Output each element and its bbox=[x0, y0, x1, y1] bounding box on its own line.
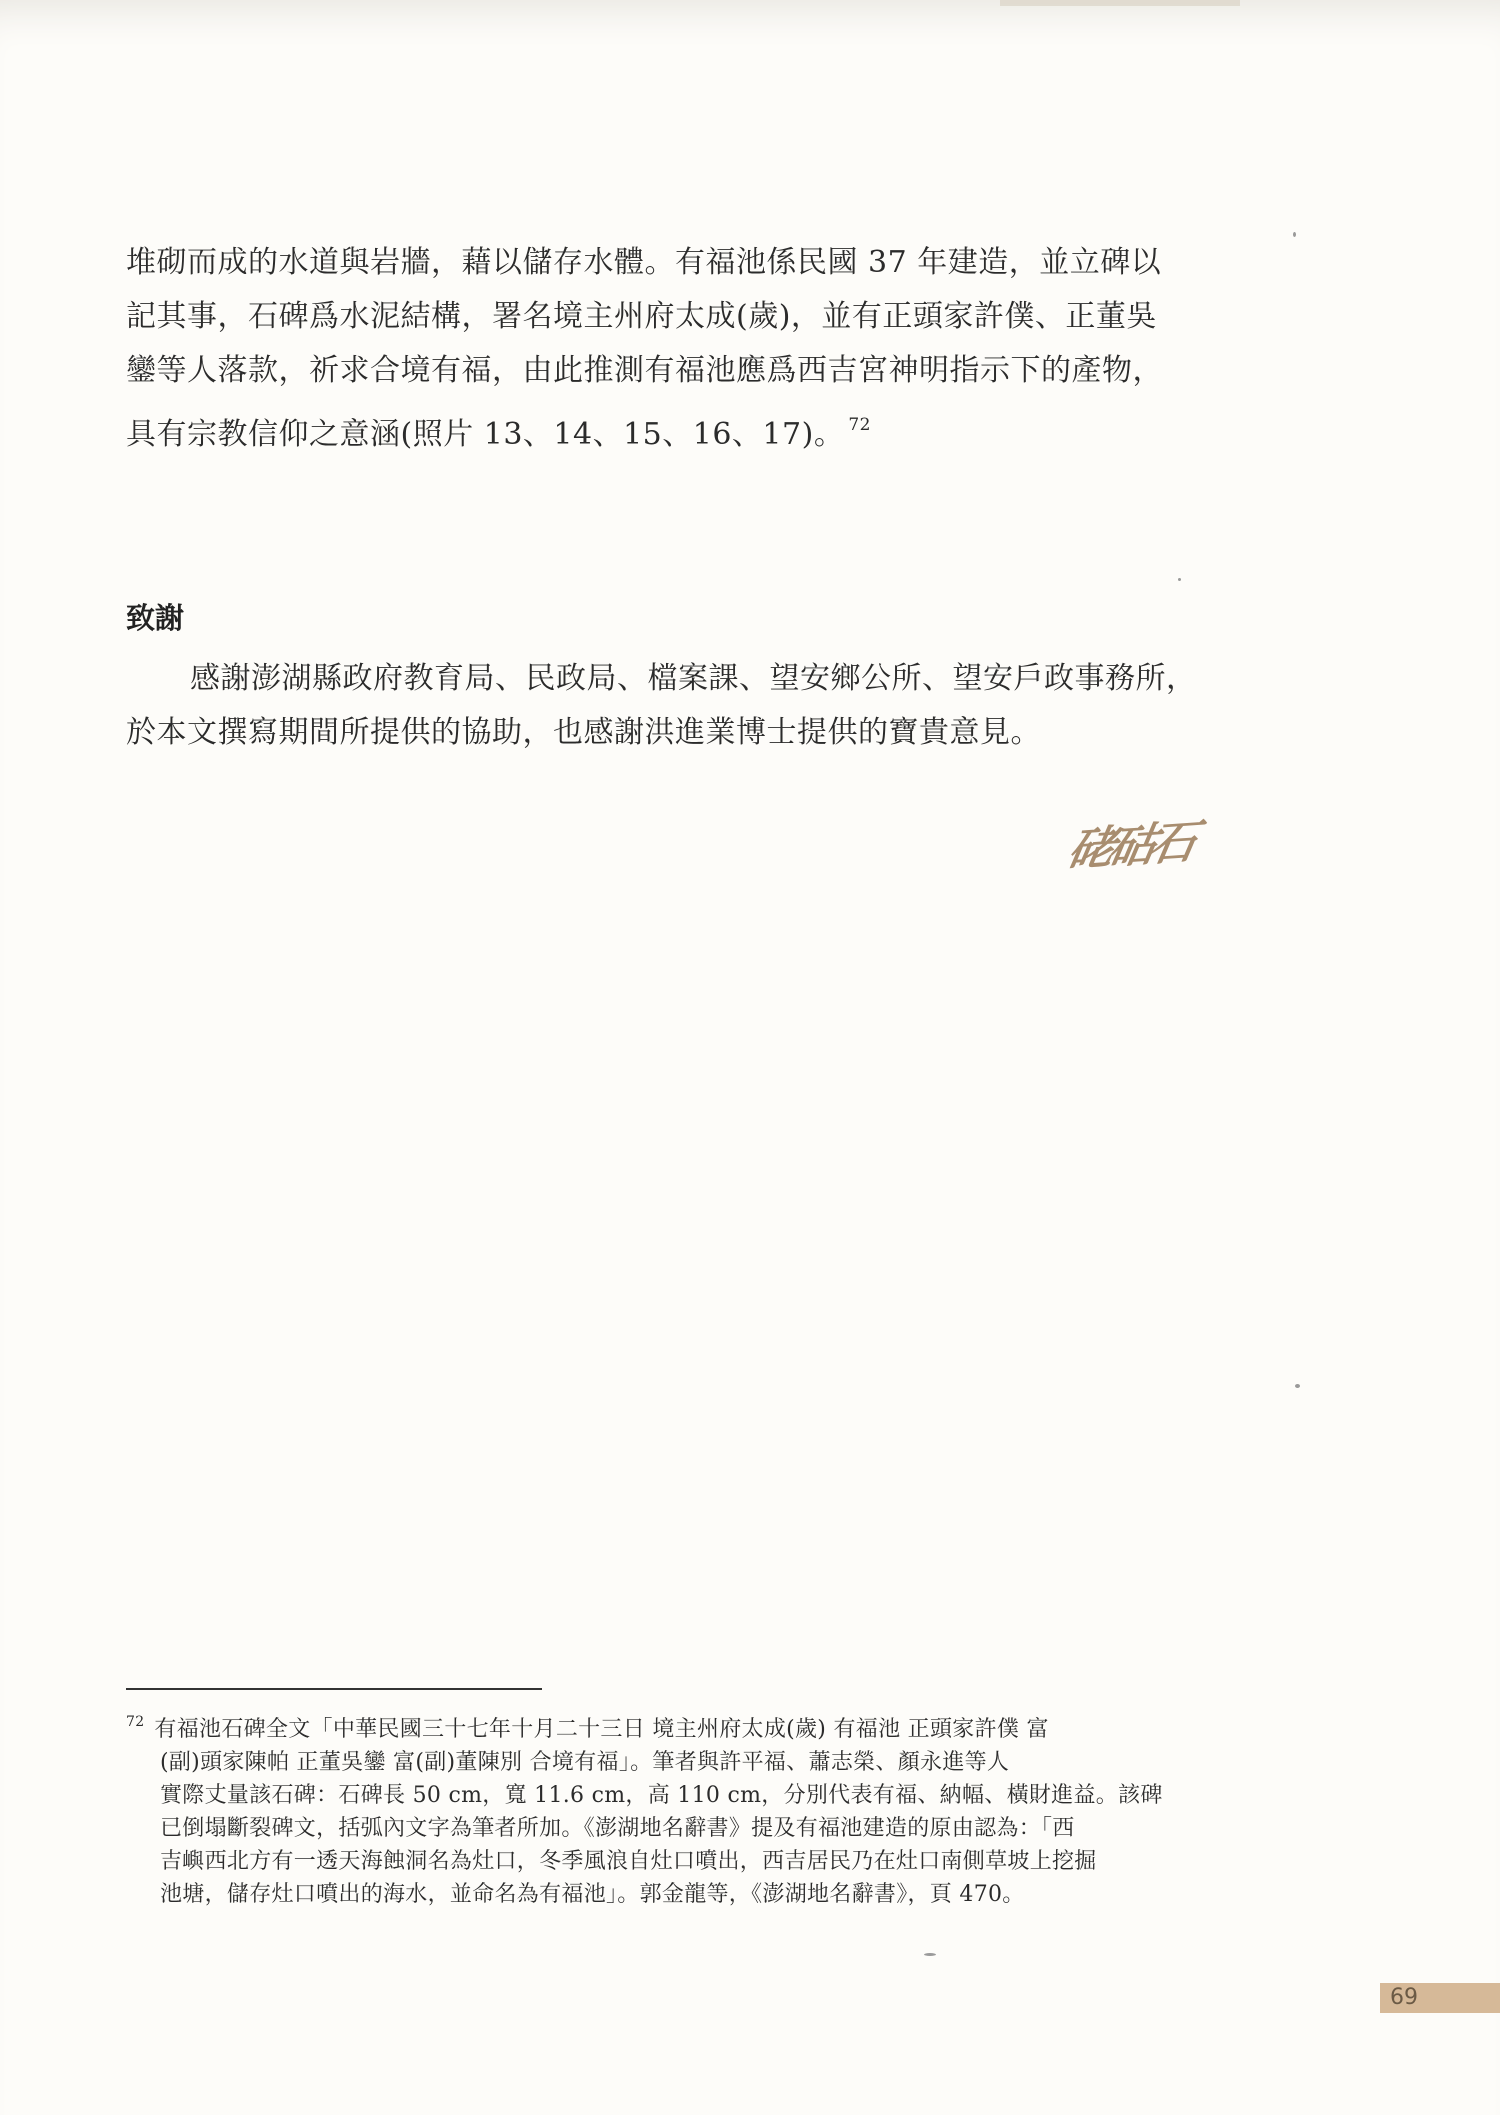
body-line bbox=[126, 398, 1246, 462]
footnote-line: 已倒塌斷裂碑文，括弧內文字為筆者所加。《澎湖地名辭書》提及有福池建造的原由認為：「西 bbox=[160, 1816, 1075, 1841]
acknowledgement-heading: 致謝 bbox=[126, 601, 185, 635]
acknowledgement-paragraph bbox=[126, 652, 1246, 760]
page-number-tab bbox=[1380, 1983, 1500, 2013]
footnote-line: 吉嶼西北方有一透天海蝕洞名為灶口，冬季風浪自灶口噴出，西吉居民乃在灶口南側草坡上挖掘 bbox=[160, 1849, 1097, 1874]
footnote-line: 實際丈量該石碑：石碑長 50 cm，寬 11.6 cm，高 110 cm，分別代表有福、納幅、橫財進益。該碑 bbox=[160, 1783, 1163, 1808]
footnote-line bbox=[126, 1706, 1246, 1746]
scan-edge-mark bbox=[1000, 0, 1240, 6]
body-paragraph bbox=[126, 236, 1246, 462]
acknowledgement-line: 感謝澎湖縣政府教育局、民政局、檔案課、望安鄉公所、望安戶政事務所， bbox=[190, 661, 1197, 696]
body-line: 記其事，石碑爲水泥結構，署名境主州府太成(歲)，並有正頭家許僕、正董吳 bbox=[126, 299, 1157, 334]
footnote-reference[interactable]: 72 bbox=[848, 415, 871, 435]
footnote-line: (副)頭家陳帕 正董吳鑾 富(副)董陳別 合境有福」。筆者與許平福、蕭志榮、顏永進等人 bbox=[160, 1750, 1010, 1775]
footnote-line: 池塘，儲存灶口噴出的海水，並命名為有福池」。郭金龍等，《澎湖地名辭書》，頁 470。 bbox=[160, 1882, 1025, 1907]
scan-speck bbox=[1295, 1384, 1300, 1388]
body-line-text: 具有宗教信仰之意涵(照片 13、14、15、16、17)。 bbox=[126, 417, 845, 452]
footnote-divider bbox=[126, 1688, 542, 1690]
acknowledgement-line: 於本文撰寫期間所提供的協助，也感謝洪進業博士提供的寶貴意見。 bbox=[126, 715, 1041, 750]
author-signature: 硓𥑮石 bbox=[1063, 814, 1196, 877]
footnote-marker: 72 bbox=[126, 1714, 145, 1730]
page-number: 69 bbox=[1390, 1985, 1418, 2010]
footnote-line-text: 有福池石碑全文「中華民國三十七年十月二十三日 境主州府太成(歲) 有福池 正頭家許僕 富 bbox=[154, 1717, 1049, 1742]
scan-speck bbox=[924, 1953, 936, 1956]
body-line: 堆砌而成的水道與岩牆，藉以儲存水體。有福池係民國 37 年建造，並立碑以 bbox=[126, 245, 1162, 280]
body-line: 鑾等人落款，祈求合境有福，由此推測有福池應爲西吉宮神明指示下的產物， bbox=[126, 353, 1163, 388]
scan-speck bbox=[1178, 578, 1181, 581]
scan-speck bbox=[1293, 232, 1296, 237]
footnote bbox=[126, 1706, 1246, 1911]
